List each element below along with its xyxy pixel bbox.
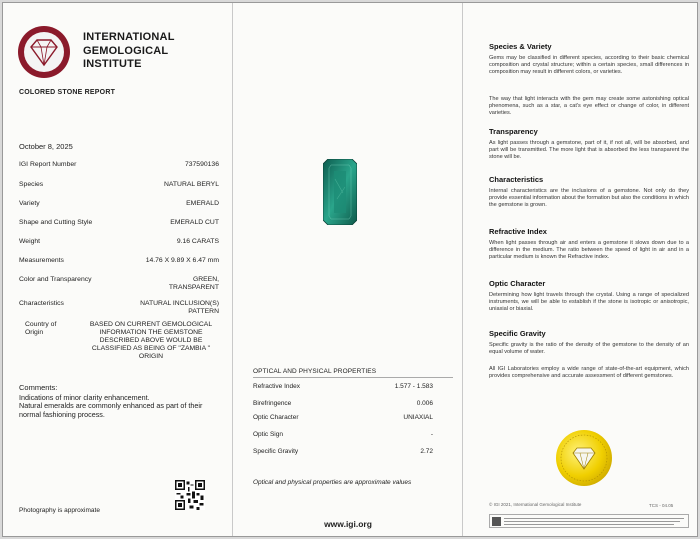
fine-print-box bbox=[489, 514, 689, 528]
report-title: COLORED STONE REPORT bbox=[19, 89, 116, 96]
detail-value: 9.16 CARATS bbox=[176, 238, 219, 245]
section-text: Determining how light travels through the crystal. Using a range of specialized instruments, we will be able to establish if the stone is isotropic or anisotropic, uniaxial or biaxial. bbox=[489, 292, 689, 312]
igi-logo-icon bbox=[17, 25, 71, 79]
optical-label: Optic Sign bbox=[253, 431, 283, 438]
org-name-line2: GEMOLOGICAL bbox=[83, 44, 169, 57]
optical-label: Refractive Index bbox=[253, 383, 300, 390]
detail-value: BASED ON CURRENT GEMOLOGICAL INFORMATION THE GEMSTONE DESCRIBED ABOVE WOULD BE CLASSIFIED AS BEING OF "ZAMBIA " ORIGIN bbox=[89, 321, 213, 360]
qr-code[interactable] bbox=[175, 480, 205, 510]
section-transparency bbox=[489, 127, 689, 161]
section-text: When light passes through air and enters a gemstone it slows down due to a difference in the medium. The ratio between the speed of light in air and in a particular medium is known the Refractive index. bbox=[489, 240, 689, 260]
tcs-code: TCS - 04.05 bbox=[649, 503, 674, 508]
section-text: All IGI Laboratories employ a wide range of state-of-the-art equipment, which provides comprehensive and accurate assessment of different gemstones. bbox=[489, 366, 689, 379]
detail-value: NATURAL INCLUSION(S) PATTERN bbox=[140, 300, 219, 315]
section-text: Internal characteristics are the inclusions of a gemstone. Not only do they provide essential information about the formation but also the conditions in which the gemstone is grown. bbox=[489, 188, 689, 208]
optical-label: Optic Character bbox=[253, 414, 299, 421]
comments bbox=[19, 384, 224, 419]
optical-label: Birefringence bbox=[253, 400, 292, 407]
org-name-line3: INSTITUTE bbox=[83, 58, 142, 70]
section-heading: Refractive Index bbox=[489, 227, 547, 236]
optical-value: 2.72 bbox=[420, 448, 433, 455]
detail-label: Measurements bbox=[19, 257, 64, 264]
section-heading: Optic Character bbox=[489, 279, 546, 288]
right-panel bbox=[463, 3, 699, 536]
optical-value: - bbox=[430, 431, 433, 438]
optical-value: UNIAXIAL bbox=[403, 414, 433, 421]
org-name-line1: INTERNATIONAL bbox=[83, 31, 175, 43]
detail-label: Characteristics bbox=[19, 300, 64, 307]
report-date: October 8, 2025 bbox=[19, 142, 73, 151]
section-text: As light passes through a gemstone, part of it, if not all, will be absorbed, and part will be transmitted. The more light that is absorbed the less transparent the stone will be. bbox=[489, 140, 689, 160]
detail-value: 737590136 bbox=[184, 161, 219, 168]
optical-approx-note: Optical and physical properties are approximate values bbox=[253, 479, 412, 486]
org-name bbox=[83, 31, 175, 72]
detail-label: Shape and Cutting Style bbox=[19, 219, 93, 226]
website-link[interactable]: www.igi.org bbox=[324, 519, 372, 529]
detail-label: Country of Origin bbox=[25, 321, 57, 336]
comments-line1: Indications of minor clarity enhancement. bbox=[19, 392, 150, 402]
section-refractive-index bbox=[489, 227, 689, 261]
section-laboratories bbox=[489, 366, 689, 380]
section-species-variety bbox=[489, 42, 689, 76]
optical-value: 1.577 - 1.583 bbox=[394, 383, 433, 390]
copyright: © IGI 2021, International Gemological Institute bbox=[489, 502, 582, 507]
emerald-gemstone-image bbox=[323, 159, 357, 225]
document-icon bbox=[492, 517, 501, 526]
section-text: The way that light interacts with the gem may create some astonishing optical phenomena, such as a star, a cat's eye effect or change of color, in different varieties. bbox=[489, 96, 689, 116]
detail-value: NATURAL BERYL bbox=[163, 181, 219, 188]
report-sheet bbox=[2, 2, 698, 537]
comments-heading: Comments: bbox=[19, 383, 58, 392]
section-heading: Species & Variety bbox=[489, 42, 552, 51]
detail-value: EMERALD bbox=[186, 200, 219, 207]
section-optic-character bbox=[489, 279, 689, 313]
detail-value: EMERALD CUT bbox=[170, 219, 219, 226]
section-heading: Specific Gravity bbox=[489, 329, 546, 338]
section-specific-gravity bbox=[489, 329, 689, 356]
photo-note: Photography is approximate bbox=[19, 507, 100, 514]
detail-label: Color and Transparency bbox=[19, 276, 92, 283]
gold-hologram-seal-icon bbox=[555, 429, 613, 487]
optical-divider bbox=[253, 377, 453, 378]
detail-label: IGI Report Number bbox=[19, 161, 77, 168]
comments-line2: Natural emeralds are commonly enhanced as part of their normal fashioning process. bbox=[19, 401, 203, 419]
detail-label: Weight bbox=[19, 238, 41, 245]
left-panel bbox=[3, 3, 233, 536]
optical-label: Specific Gravity bbox=[253, 448, 299, 455]
section-phenomena bbox=[489, 96, 689, 117]
section-text: Gems may be classified in different species, according to their basic chemical composition and crystal structure; within a certain species, small differences in composition may result in different colors, or varieties. bbox=[489, 55, 689, 75]
section-characteristics bbox=[489, 175, 689, 209]
middle-panel bbox=[233, 3, 463, 536]
detail-value: 14.76 X 9.89 X 6.47 mm bbox=[145, 257, 219, 264]
detail-label: Species bbox=[19, 181, 44, 188]
optical-value: 0.006 bbox=[416, 400, 433, 407]
section-text: Specific gravity is the ratio of the density of the gemstone to the density of an equal volume of water. bbox=[489, 342, 689, 355]
section-heading: Characteristics bbox=[489, 175, 544, 184]
detail-value: GREEN, TRANSPARENT bbox=[168, 276, 219, 291]
section-heading: Transparency bbox=[489, 127, 538, 136]
optical-properties-title: OPTICAL AND PHYSICAL PROPERTIES bbox=[253, 368, 377, 375]
detail-label: Variety bbox=[19, 200, 40, 207]
